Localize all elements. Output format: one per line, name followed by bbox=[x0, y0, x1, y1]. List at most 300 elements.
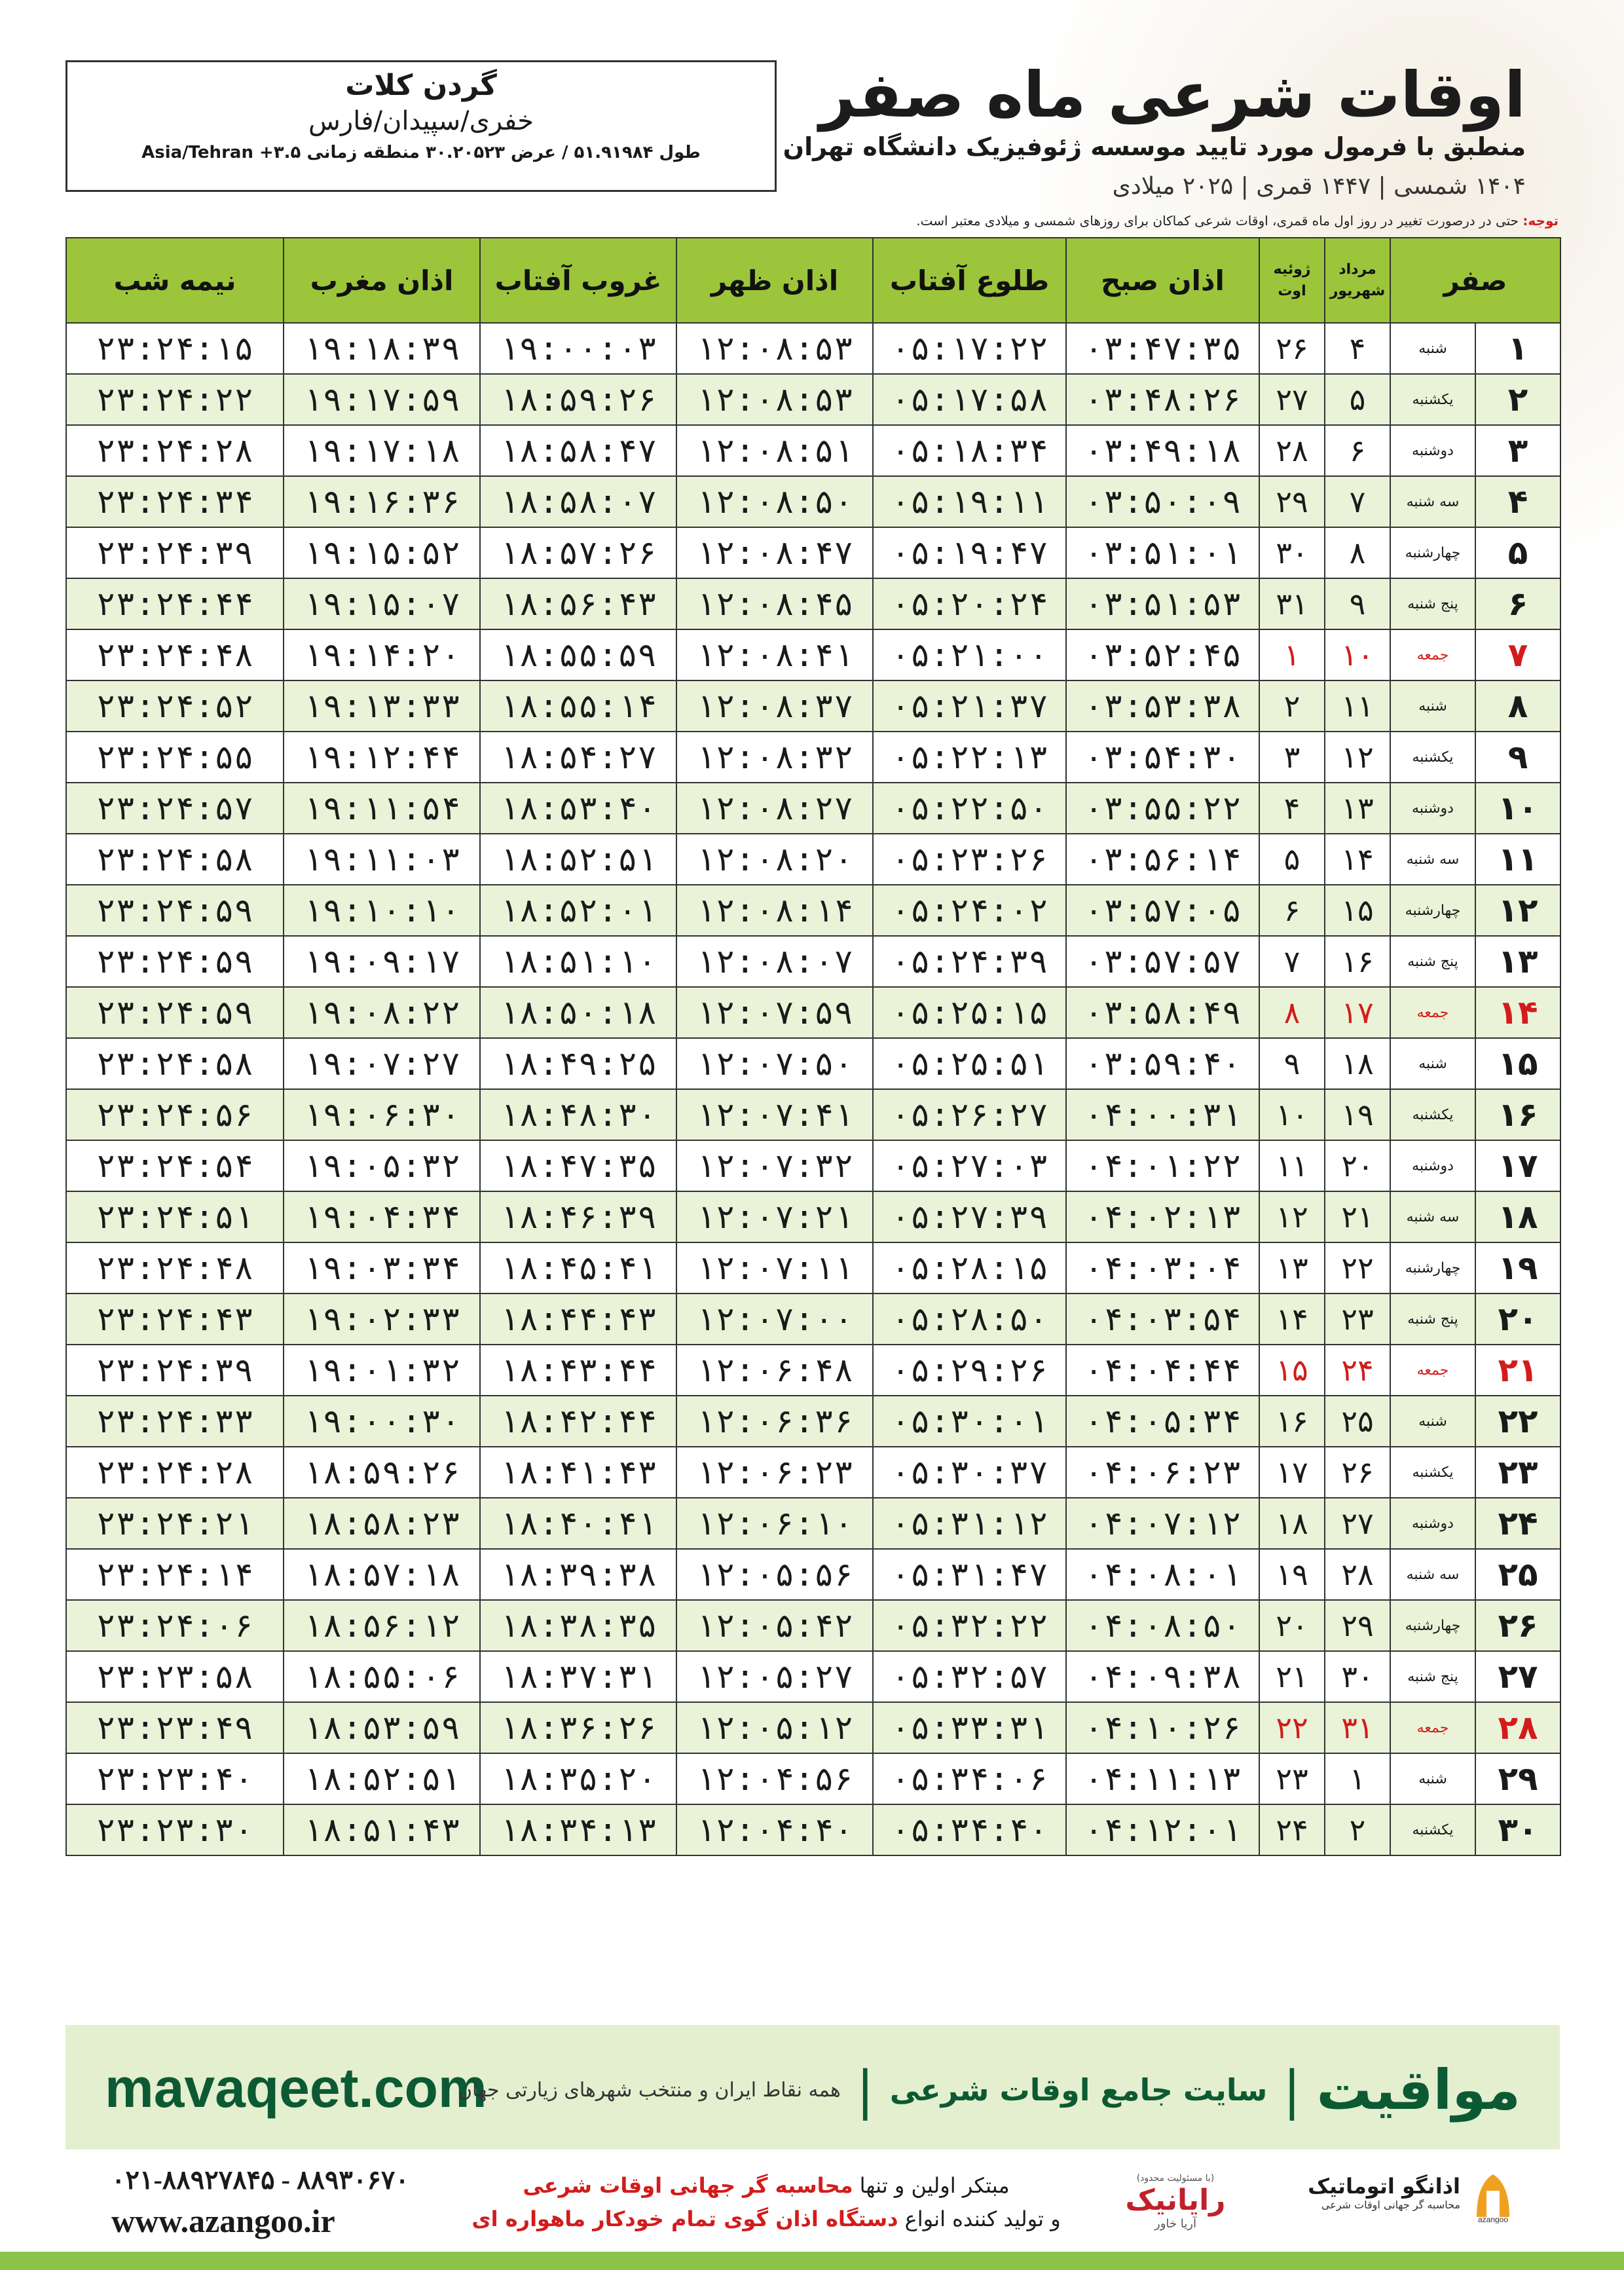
weekday: جمعه bbox=[1390, 987, 1475, 1038]
dhuhr-time: ۱۲:۰۷:۰۰ bbox=[676, 1293, 873, 1345]
day-number: ۲۴ bbox=[1475, 1498, 1560, 1549]
day-number: ۳ bbox=[1475, 425, 1560, 476]
sunset-time: ۱۸:۵۰:۱۸ bbox=[480, 987, 676, 1038]
dhuhr-time: ۱۲:۰۸:۵۳ bbox=[676, 323, 873, 374]
fajr-time: ۰۴:۰۴:۴۴ bbox=[1066, 1345, 1259, 1396]
midnight-time: ۲۳:۲۴:۵۴ bbox=[66, 1140, 284, 1191]
table-row bbox=[66, 527, 1560, 578]
sunrise-time: ۰۵:۳۲:۲۲ bbox=[873, 1600, 1066, 1651]
table-row bbox=[66, 885, 1560, 936]
day-number: ۲ bbox=[1475, 374, 1560, 425]
miladi-date: ۴ bbox=[1259, 783, 1325, 834]
weekday: شنبه bbox=[1390, 1396, 1475, 1447]
svg-text:azangoo: azangoo bbox=[1477, 2215, 1509, 2223]
table-row bbox=[66, 732, 1560, 783]
table-row bbox=[66, 1140, 1560, 1191]
fajr-time: ۰۳:۵۳:۳۸ bbox=[1066, 680, 1259, 732]
note bbox=[65, 213, 1559, 229]
day-number: ۲۷ bbox=[1475, 1651, 1560, 1702]
miladi-date: ۲۲ bbox=[1259, 1702, 1325, 1753]
weekday: جمعه bbox=[1390, 629, 1475, 680]
header-shamsi bbox=[1325, 238, 1390, 323]
shamsi-date: ۲۶ bbox=[1325, 1447, 1390, 1498]
midnight-time: ۲۳:۲۴:۴۸ bbox=[66, 629, 284, 680]
day-number: ۴ bbox=[1475, 476, 1560, 527]
dhuhr-time: ۱۲:۰۶:۲۳ bbox=[676, 1447, 873, 1498]
dhuhr-time: ۱۲:۰۷:۵۹ bbox=[676, 987, 873, 1038]
table-row bbox=[66, 1651, 1560, 1702]
sunset-time: ۱۸:۴۱:۴۳ bbox=[480, 1447, 676, 1498]
day-number: ۲۵ bbox=[1475, 1549, 1560, 1600]
website-link[interactable]: www.azangoo.ir bbox=[111, 2203, 335, 2239]
sunrise-time: ۰۵:۲۲:۵۰ bbox=[873, 783, 1066, 834]
sunset-time: ۱۸:۴۰:۴۱ bbox=[480, 1498, 676, 1549]
weekday: چهارشنبه bbox=[1390, 527, 1475, 578]
table-row bbox=[66, 1396, 1560, 1447]
midnight-time: ۲۳:۲۴:۲۱ bbox=[66, 1498, 284, 1549]
table-row bbox=[66, 987, 1560, 1038]
table-body bbox=[66, 323, 1560, 1855]
weekday: جمعه bbox=[1390, 1702, 1475, 1753]
shamsi-date: ۳۱ bbox=[1325, 1702, 1390, 1753]
weekday: سه شنبه bbox=[1390, 1191, 1475, 1242]
sunrise-time: ۰۵:۲۹:۲۶ bbox=[873, 1345, 1066, 1396]
fajr-time: ۰۳:۵۵:۲۲ bbox=[1066, 783, 1259, 834]
fajr-time: ۰۳:۵۱:۵۳ bbox=[1066, 578, 1259, 629]
weekday: پنج شنبه bbox=[1390, 1651, 1475, 1702]
maghrib-time: ۱۹:۰۷:۲۷ bbox=[284, 1038, 480, 1089]
sunrise-time: ۰۵:۳۰:۳۷ bbox=[873, 1447, 1066, 1498]
maghrib-time: ۱۹:۱۰:۱۰ bbox=[284, 885, 480, 936]
maghrib-time: ۱۹:۰۹:۱۷ bbox=[284, 936, 480, 987]
weekday: یکشنبه bbox=[1390, 732, 1475, 783]
table-row bbox=[66, 323, 1560, 374]
miladi-date: ۳۱ bbox=[1259, 578, 1325, 629]
fajr-time: ۰۳:۵۴:۳۰ bbox=[1066, 732, 1259, 783]
miladi-date: ۱۴ bbox=[1259, 1293, 1325, 1345]
rayanik-logo bbox=[1100, 2173, 1251, 2231]
azangoo-name: اذانگو اتوماتیک bbox=[1308, 2174, 1460, 2199]
maghrib-time: ۱۹:۰۳:۳۴ bbox=[284, 1242, 480, 1293]
fajr-time: ۰۳:۵۰:۰۹ bbox=[1066, 476, 1259, 527]
miladi-date: ۶ bbox=[1259, 885, 1325, 936]
miladi-date: ۱ bbox=[1259, 629, 1325, 680]
fajr-time: ۰۴:۰۲:۱۳ bbox=[1066, 1191, 1259, 1242]
location-region: خفری/سپیدان/فارس bbox=[308, 106, 534, 136]
miladi-date: ۱۰ bbox=[1259, 1089, 1325, 1140]
fajr-time: ۰۴:۰۰:۳۱ bbox=[1066, 1089, 1259, 1140]
sunrise-time: ۰۵:۲۷:۳۹ bbox=[873, 1191, 1066, 1242]
dhuhr-time: ۱۲:۰۵:۵۶ bbox=[676, 1549, 873, 1600]
midnight-time: ۲۳:۲۴:۱۴ bbox=[66, 1549, 284, 1600]
sunrise-time: ۰۵:۳۲:۵۷ bbox=[873, 1651, 1066, 1702]
sunrise-time: ۰۵:۱۹:۱۱ bbox=[873, 476, 1066, 527]
maghrib-time: ۱۹:۱۵:۵۲ bbox=[284, 527, 480, 578]
sunrise-time: ۰۵:۲۱:۰۰ bbox=[873, 629, 1066, 680]
brand-name: مواقیت bbox=[1316, 2058, 1521, 2122]
midnight-time: ۲۳:۲۴:۲۸ bbox=[66, 1447, 284, 1498]
header-dhuhr: اذان ظهر bbox=[676, 238, 873, 323]
sunrise-time: ۰۵:۳۴:۴۰ bbox=[873, 1804, 1066, 1855]
fajr-time: ۰۳:۴۷:۳۵ bbox=[1066, 323, 1259, 374]
table-row bbox=[66, 1753, 1560, 1804]
dhuhr-time: ۱۲:۰۸:۴۷ bbox=[676, 527, 873, 578]
miladi-date: ۱۳ bbox=[1259, 1242, 1325, 1293]
shamsi-date: ۲ bbox=[1325, 1804, 1390, 1855]
azangoo-text bbox=[1308, 2174, 1460, 2211]
sunset-time: ۱۸:۵۱:۱۰ bbox=[480, 936, 676, 987]
brand-subtitle: همه نقاط ایران و منتخب شهرهای زیارتی جهان bbox=[457, 2078, 841, 2102]
azangoo-sub: محاسبه گر جهانی اوقات شرعی bbox=[1321, 2199, 1460, 2211]
midnight-time: ۲۳:۲۳:۴۰ bbox=[66, 1753, 284, 1804]
maghrib-time: ۱۹:۰۱:۳۲ bbox=[284, 1345, 480, 1396]
table-row bbox=[66, 680, 1560, 732]
shamsi-date: ۳۰ bbox=[1325, 1651, 1390, 1702]
day-number: ۲۶ bbox=[1475, 1600, 1560, 1651]
shamsi-date: ۲۷ bbox=[1325, 1498, 1390, 1549]
day-number: ۸ bbox=[1475, 680, 1560, 732]
day-number: ۷ bbox=[1475, 629, 1560, 680]
weekday: چهارشنبه bbox=[1390, 1600, 1475, 1651]
sunrise-time: ۰۵:۲۷:۰۳ bbox=[873, 1140, 1066, 1191]
footer-line-2-highlight: دستگاه اذان گوی تمام خودکار ماهواره ای bbox=[471, 2206, 898, 2232]
shamsi-date: ۲۲ bbox=[1325, 1242, 1390, 1293]
note-label: توجه: bbox=[1522, 213, 1559, 229]
midnight-time: ۲۳:۲۴:۱۵ bbox=[66, 323, 284, 374]
miladi-date: ۲۹ bbox=[1259, 476, 1325, 527]
miladi-date: ۱۸ bbox=[1259, 1498, 1325, 1549]
table-row bbox=[66, 834, 1560, 885]
sunrise-time: ۰۵:۱۷:۵۸ bbox=[873, 374, 1066, 425]
sunrise-time: ۰۵:۲۳:۲۶ bbox=[873, 834, 1066, 885]
midnight-time: ۲۳:۲۴:۴۳ bbox=[66, 1293, 284, 1345]
sunset-time: ۱۸:۵۵:۱۴ bbox=[480, 680, 676, 732]
dhuhr-time: ۱۲:۰۷:۱۱ bbox=[676, 1242, 873, 1293]
miladi-date: ۹ bbox=[1259, 1038, 1325, 1089]
fajr-time: ۰۳:۴۸:۲۶ bbox=[1066, 374, 1259, 425]
table-row bbox=[66, 783, 1560, 834]
day-number: ۲۳ bbox=[1475, 1447, 1560, 1498]
weekday: شنبه bbox=[1390, 323, 1475, 374]
dhuhr-time: ۱۲:۰۸:۵۱ bbox=[676, 425, 873, 476]
miladi-date: ۲ bbox=[1259, 680, 1325, 732]
fajr-time: ۰۳:۴۹:۱۸ bbox=[1066, 425, 1259, 476]
shamsi-date: ۱۹ bbox=[1325, 1089, 1390, 1140]
sunset-time: ۱۸:۵۶:۴۳ bbox=[480, 578, 676, 629]
maghrib-time: ۱۹:۰۸:۲۲ bbox=[284, 987, 480, 1038]
dhuhr-time: ۱۲:۰۴:۴۰ bbox=[676, 1804, 873, 1855]
table-row bbox=[66, 629, 1560, 680]
day-number: ۵ bbox=[1475, 527, 1560, 578]
fajr-time: ۰۳:۵۶:۱۴ bbox=[1066, 834, 1259, 885]
azangoo-icon bbox=[1467, 2165, 1519, 2223]
bottom-bar bbox=[0, 2252, 1624, 2270]
sunrise-time: ۰۵:۲۲:۱۳ bbox=[873, 732, 1066, 783]
dhuhr-time: ۱۲:۰۵:۲۷ bbox=[676, 1651, 873, 1702]
table-row bbox=[66, 1702, 1560, 1753]
shamsi-date: ۱۵ bbox=[1325, 885, 1390, 936]
miladi-date: ۱۶ bbox=[1259, 1396, 1325, 1447]
dhuhr-time: ۱۲:۰۸:۲۷ bbox=[676, 783, 873, 834]
table-row bbox=[66, 936, 1560, 987]
miladi-date: ۳۰ bbox=[1259, 527, 1325, 578]
note-text: حتی در درصورت تغییر در روز اول ماه قمری، اوقات شرعی کماکان برای روزهای شمسی و میلادی معتبر است. bbox=[916, 213, 1523, 229]
weekday: دوشنبه bbox=[1390, 1140, 1475, 1191]
weekday: جمعه bbox=[1390, 1345, 1475, 1396]
shamsi-date: ۱۱ bbox=[1325, 680, 1390, 732]
weekday: شنبه bbox=[1390, 1753, 1475, 1804]
weekday: چهارشنبه bbox=[1390, 1242, 1475, 1293]
day-number: ۲۲ bbox=[1475, 1396, 1560, 1447]
shamsi-date: ۲۱ bbox=[1325, 1191, 1390, 1242]
footer-line-2 bbox=[471, 2203, 1061, 2236]
fajr-time: ۰۳:۵۲:۴۵ bbox=[1066, 629, 1259, 680]
shamsi-date: ۱۷ bbox=[1325, 987, 1390, 1038]
shamsi-date: ۲۵ bbox=[1325, 1396, 1390, 1447]
fajr-time: ۰۴:۰۸:۰۱ bbox=[1066, 1549, 1259, 1600]
weekday: شنبه bbox=[1390, 680, 1475, 732]
sunset-time: ۱۸:۴۷:۳۵ bbox=[480, 1140, 676, 1191]
dhuhr-time: ۱۲:۰۷:۴۱ bbox=[676, 1089, 873, 1140]
sunset-time: ۱۸:۵۴:۲۷ bbox=[480, 732, 676, 783]
sunset-time: ۱۸:۵۸:۰۷ bbox=[480, 476, 676, 527]
weekday: شنبه bbox=[1390, 1038, 1475, 1089]
weekday: دوشنبه bbox=[1390, 1498, 1475, 1549]
sunset-time: ۱۸:۵۲:۰۱ bbox=[480, 885, 676, 936]
shamsi-date: ۵ bbox=[1325, 374, 1390, 425]
midnight-time: ۲۳:۲۴:۲۸ bbox=[66, 425, 284, 476]
shamsi-date: ۶ bbox=[1325, 425, 1390, 476]
prayer-times-table bbox=[65, 237, 1561, 1856]
weekday: یکشنبه bbox=[1390, 1089, 1475, 1140]
miladi-date: ۲۸ bbox=[1259, 425, 1325, 476]
weekday: سه شنبه bbox=[1390, 834, 1475, 885]
location-box bbox=[65, 60, 777, 192]
site-url[interactable]: mavaqeet.com bbox=[105, 2057, 487, 2119]
maghrib-time: ۱۹:۰۵:۳۲ bbox=[284, 1140, 480, 1191]
shamsi-date: ۱ bbox=[1325, 1753, 1390, 1804]
table-header-row bbox=[66, 238, 1560, 323]
midnight-time: ۲۳:۲۴:۳۹ bbox=[66, 1345, 284, 1396]
midnight-time: ۲۳:۲۴:۵۲ bbox=[66, 680, 284, 732]
weekday: یکشنبه bbox=[1390, 1804, 1475, 1855]
maghrib-time: ۱۹:۰۴:۳۴ bbox=[284, 1191, 480, 1242]
miladi-date: ۸ bbox=[1259, 987, 1325, 1038]
maghrib-time: ۱۹:۱۷:۱۸ bbox=[284, 425, 480, 476]
sunrise-time: ۰۵:۲۰:۲۴ bbox=[873, 578, 1066, 629]
day-number: ۱۳ bbox=[1475, 936, 1560, 987]
shamsi-date: ۷ bbox=[1325, 476, 1390, 527]
day-number: ۱۰ bbox=[1475, 783, 1560, 834]
day-number: ۶ bbox=[1475, 578, 1560, 629]
maghrib-time: ۱۹:۱۷:۵۹ bbox=[284, 374, 480, 425]
fajr-time: ۰۳:۵۹:۴۰ bbox=[1066, 1038, 1259, 1089]
day-number: ۱۴ bbox=[1475, 987, 1560, 1038]
fajr-time: ۰۳:۵۸:۴۹ bbox=[1066, 987, 1259, 1038]
table-row bbox=[66, 1447, 1560, 1498]
maghrib-time: ۱۸:۵۶:۱۲ bbox=[284, 1600, 480, 1651]
sunrise-time: ۰۵:۲۸:۵۰ bbox=[873, 1293, 1066, 1345]
header-sunrise: طلوع آفتاب bbox=[873, 238, 1066, 323]
miladi-date: ۵ bbox=[1259, 834, 1325, 885]
shamsi-date: ۲۳ bbox=[1325, 1293, 1390, 1345]
midnight-time: ۲۳:۲۴:۴۸ bbox=[66, 1242, 284, 1293]
fajr-time: ۰۴:۰۸:۵۰ bbox=[1066, 1600, 1259, 1651]
dhuhr-time: ۱۲:۰۷:۵۰ bbox=[676, 1038, 873, 1089]
weekday: دوشنبه bbox=[1390, 783, 1475, 834]
midnight-time: ۲۳:۲۴:۵۷ bbox=[66, 783, 284, 834]
sunset-time: ۱۸:۴۹:۲۵ bbox=[480, 1038, 676, 1089]
weekday: یکشنبه bbox=[1390, 374, 1475, 425]
day-number: ۱۶ bbox=[1475, 1089, 1560, 1140]
day-number: ۲۱ bbox=[1475, 1345, 1560, 1396]
fajr-time: ۰۴:۰۱:۲۲ bbox=[1066, 1140, 1259, 1191]
sunset-time: ۱۸:۴۴:۴۳ bbox=[480, 1293, 676, 1345]
miladi-date: ۲۱ bbox=[1259, 1651, 1325, 1702]
dhuhr-time: ۱۲:۰۸:۱۴ bbox=[676, 885, 873, 936]
day-number: ۱۹ bbox=[1475, 1242, 1560, 1293]
header-month: صفر bbox=[1390, 238, 1560, 323]
sunset-time: ۱۸:۵۸:۴۷ bbox=[480, 425, 676, 476]
page-subtitle: منطبق با فرمول مورد تایید موسسه ژئوفیزیک دانشگاه تهران bbox=[783, 132, 1526, 161]
midnight-time: ۲۳:۲۴:۳۹ bbox=[66, 527, 284, 578]
dhuhr-time: ۱۲:۰۸:۳۲ bbox=[676, 732, 873, 783]
sunset-time: ۱۸:۳۵:۲۰ bbox=[480, 1753, 676, 1804]
table-row bbox=[66, 1293, 1560, 1345]
shamsi-date: ۴ bbox=[1325, 323, 1390, 374]
sunrise-time: ۰۵:۲۵:۵۱ bbox=[873, 1038, 1066, 1089]
miladi-date: ۲۴ bbox=[1259, 1804, 1325, 1855]
midnight-time: ۲۳:۲۴:۳۴ bbox=[66, 476, 284, 527]
midnight-time: ۲۳:۲۴:۵۵ bbox=[66, 732, 284, 783]
miladi-date: ۲۰ bbox=[1259, 1600, 1325, 1651]
shamsi-date: ۱۸ bbox=[1325, 1038, 1390, 1089]
midnight-time: ۲۳:۲۴:۵۱ bbox=[66, 1191, 284, 1242]
sunset-time: ۱۸:۳۹:۳۸ bbox=[480, 1549, 676, 1600]
fajr-time: ۰۴:۰۳:۵۴ bbox=[1066, 1293, 1259, 1345]
maghrib-time: ۱۹:۱۸:۳۹ bbox=[284, 323, 480, 374]
maghrib-time: ۱۹:۱۲:۴۴ bbox=[284, 732, 480, 783]
banner-brand bbox=[458, 2058, 1521, 2122]
day-number: ۱ bbox=[1475, 323, 1560, 374]
footer-line-1 bbox=[471, 2169, 1061, 2203]
dhuhr-time: ۱۲:۰۵:۱۲ bbox=[676, 1702, 873, 1753]
weekday: پنج شنبه bbox=[1390, 1293, 1475, 1345]
midnight-time: ۲۳:۲۳:۵۸ bbox=[66, 1651, 284, 1702]
maghrib-time: ۱۸:۵۷:۱۸ bbox=[284, 1549, 480, 1600]
sunrise-time: ۰۵:۱۹:۴۷ bbox=[873, 527, 1066, 578]
midnight-time: ۲۳:۲۴:۵۸ bbox=[66, 1038, 284, 1089]
table-row bbox=[66, 1600, 1560, 1651]
fajr-time: ۰۴:۰۷:۱۲ bbox=[1066, 1498, 1259, 1549]
sunset-time: ۱۸:۵۹:۲۶ bbox=[480, 374, 676, 425]
dhuhr-time: ۱۲:۰۶:۳۶ bbox=[676, 1396, 873, 1447]
table-row bbox=[66, 578, 1560, 629]
miladi-date: ۳ bbox=[1259, 732, 1325, 783]
shamsi-date: ۲۸ bbox=[1325, 1549, 1390, 1600]
midnight-time: ۲۳:۲۳:۳۰ bbox=[66, 1804, 284, 1855]
header bbox=[740, 58, 1526, 200]
day-number: ۱۸ bbox=[1475, 1191, 1560, 1242]
day-number: ۳۰ bbox=[1475, 1804, 1560, 1855]
sunrise-time: ۰۵:۲۱:۳۷ bbox=[873, 680, 1066, 732]
sunset-time: ۱۸:۵۳:۴۰ bbox=[480, 783, 676, 834]
year-line: ۱۴۰۴ شمسی | ۱۴۴۷ قمری | ۲۰۲۵ میلادی bbox=[1112, 172, 1526, 200]
brand-separator: | bbox=[1283, 2059, 1301, 2121]
midnight-time: ۲۳:۲۳:۴۹ bbox=[66, 1702, 284, 1753]
sunset-time: ۱۸:۳۷:۳۱ bbox=[480, 1651, 676, 1702]
miladi-date: ۱۱ bbox=[1259, 1140, 1325, 1191]
sunrise-time: ۰۵:۲۵:۱۵ bbox=[873, 987, 1066, 1038]
midnight-time: ۲۳:۲۴:۵۹ bbox=[66, 987, 284, 1038]
rayanik-sub: آریا خاور bbox=[1154, 2217, 1196, 2231]
table-row bbox=[66, 476, 1560, 527]
header-midnight: نیمه شب bbox=[66, 238, 284, 323]
header-miladi-text: ژوئیه اوت bbox=[1273, 261, 1311, 299]
sunrise-time: ۰۵:۱۸:۳۴ bbox=[873, 425, 1066, 476]
table-row bbox=[66, 1498, 1560, 1549]
header-shamsi-text: مرداد شهریور bbox=[1329, 261, 1386, 299]
page-title: اوقات شرعی ماه صفر bbox=[819, 58, 1526, 132]
dhuhr-time: ۱۲:۰۷:۳۲ bbox=[676, 1140, 873, 1191]
weekday: پنج شنبه bbox=[1390, 936, 1475, 987]
footer-line-2-text: و تولید کننده انواع bbox=[898, 2206, 1061, 2232]
dhuhr-time: ۱۲:۰۸:۲۰ bbox=[676, 834, 873, 885]
midnight-time: ۲۳:۲۴:۲۲ bbox=[66, 374, 284, 425]
fajr-time: ۰۴:۰۶:۲۳ bbox=[1066, 1447, 1259, 1498]
sunrise-time: ۰۵:۲۸:۱۵ bbox=[873, 1242, 1066, 1293]
fajr-time: ۰۳:۵۷:۵۷ bbox=[1066, 936, 1259, 987]
sunset-time: ۱۸:۴۸:۳۰ bbox=[480, 1089, 676, 1140]
table-row bbox=[66, 1242, 1560, 1293]
maghrib-time: ۱۸:۵۹:۲۶ bbox=[284, 1447, 480, 1498]
dhuhr-time: ۱۲:۰۶:۴۸ bbox=[676, 1345, 873, 1396]
midnight-time: ۲۳:۲۴:۵۹ bbox=[66, 936, 284, 987]
sunset-time: ۱۸:۳۴:۱۳ bbox=[480, 1804, 676, 1855]
midnight-time: ۲۳:۲۴:۳۳ bbox=[66, 1396, 284, 1447]
day-number: ۲۰ bbox=[1475, 1293, 1560, 1345]
weekday: سه شنبه bbox=[1390, 1549, 1475, 1600]
fajr-time: ۰۴:۱۲:۰۱ bbox=[1066, 1804, 1259, 1855]
dhuhr-time: ۱۲:۰۸:۳۷ bbox=[676, 680, 873, 732]
sunset-time: ۱۸:۵۲:۵۱ bbox=[480, 834, 676, 885]
midnight-time: ۲۳:۲۴:۴۴ bbox=[66, 578, 284, 629]
brand-tagline: سایت جامع اوقات شرعی bbox=[889, 2072, 1268, 2108]
header-miladi bbox=[1259, 238, 1325, 323]
miladi-date: ۲۷ bbox=[1259, 374, 1325, 425]
sunrise-time: ۰۵:۱۷:۲۲ bbox=[873, 323, 1066, 374]
sunset-time: ۱۸:۵۷:۲۶ bbox=[480, 527, 676, 578]
dhuhr-time: ۱۲:۰۸:۴۵ bbox=[676, 578, 873, 629]
dhuhr-time: ۱۲:۰۴:۵۶ bbox=[676, 1753, 873, 1804]
header-fajr: اذان صبح bbox=[1066, 238, 1259, 323]
shamsi-date: ۱۲ bbox=[1325, 732, 1390, 783]
maghrib-time: ۱۹:۱۱:۰۳ bbox=[284, 834, 480, 885]
footer-contact bbox=[111, 2165, 409, 2240]
day-number: ۱۵ bbox=[1475, 1038, 1560, 1089]
table-row bbox=[66, 1345, 1560, 1396]
day-number: ۱۱ bbox=[1475, 834, 1560, 885]
weekday: چهارشنبه bbox=[1390, 885, 1475, 936]
fajr-time: ۰۳:۵۱:۰۱ bbox=[1066, 527, 1259, 578]
maghrib-time: ۱۹:۱۵:۰۷ bbox=[284, 578, 480, 629]
day-number: ۱۷ bbox=[1475, 1140, 1560, 1191]
sunset-time: ۱۹:۰۰:۰۳ bbox=[480, 323, 676, 374]
shamsi-date: ۸ bbox=[1325, 527, 1390, 578]
dhuhr-time: ۱۲:۰۸:۰۷ bbox=[676, 936, 873, 987]
shamsi-date: ۲۴ bbox=[1325, 1345, 1390, 1396]
fajr-time: ۰۴:۱۱:۱۳ bbox=[1066, 1753, 1259, 1804]
